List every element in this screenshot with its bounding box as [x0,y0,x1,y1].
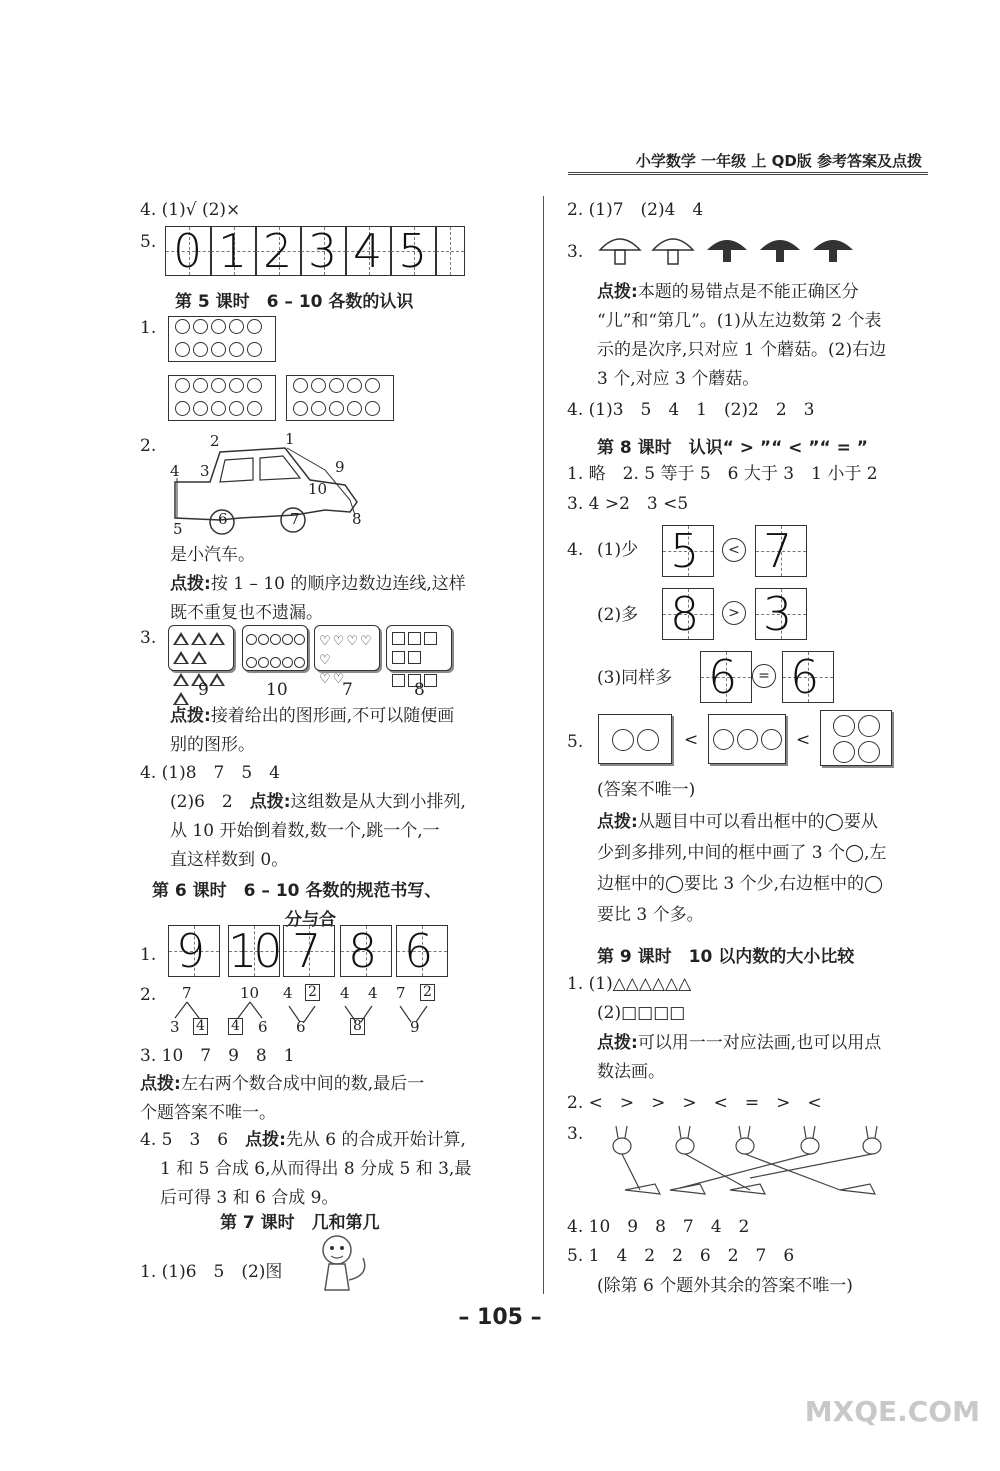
shape-box-hearts: ♡ ♡ ♡ ♡♡ ♡ ♡ [314,625,380,671]
digit: 5 [398,224,428,278]
tip-text: “儿”和“第几”。(1)从左边数第 2 个表 [597,311,882,331]
tip-text: 本题的易错点是不能正确区分 [637,282,859,302]
car-dot-to-dot-figure [165,430,375,540]
decomp-answer-box: 4 [193,1018,208,1035]
l6-q3: 3. 10 7 9 8 1 [140,1046,295,1066]
l8-q5-note: (答案不唯一) [597,780,696,800]
l8-q1-q2: 1. 略 2. 5 等于 5 6 大于 3 1 小于 2 [567,464,878,484]
car-num: 4 [170,462,180,480]
lesson6-title-cont: 分与合 [285,910,336,930]
tip-label: 点拨: [170,706,211,726]
digit: 6 [404,924,434,978]
lesson6-title: 第 6 课时 6 – 10 各数的规范书写、 [152,881,442,901]
right-q3-label: 3. [567,242,584,262]
decomp-left-top: 7 [396,984,406,1002]
shape-box-triangles [168,625,234,671]
l9-q4: 4. 10 9 8 7 4 2 [567,1217,750,1237]
l9-q2: 2. < > > > < = > < [567,1093,822,1113]
compare-row-label: (2)多 [597,605,639,625]
tip-label: 点拨: [597,282,638,302]
mushroom-row [595,228,865,273]
digit: 7 [763,524,793,578]
l9-q1b: (2)□□□□ [597,1003,686,1023]
digit: 8 [670,587,700,641]
tip-label: 点拨: [140,1074,181,1094]
tip-text: 接着给出的图形画,不可以随便画 [210,706,455,726]
right-q4: 4. (1)3 5 4 1 (2)2 2 3 [567,400,815,420]
circle-box-10 [286,375,394,421]
l9-q3-label: 3. [567,1124,584,1144]
tip-text: 左右两个数合成中间的数,最后一 [180,1074,425,1094]
car-num: 1 [285,430,295,448]
digit: 5 [670,524,700,578]
circle-box-four [820,710,892,766]
tip-text: 少到多排列,中间的框中画了 3 个◯,左 [597,843,887,863]
digit: 3 [308,224,338,278]
digit: 10 [228,924,279,978]
digit: 2 [263,224,293,278]
compare-sign: < [796,730,811,750]
digit: 3 [763,587,793,641]
l6-q1-label: 1. [140,945,157,965]
left-q4: 4. (1)√ (2)× [140,200,241,220]
car-num: 5 [173,520,183,538]
tip-label: 点拨: [245,1130,286,1150]
l9-q5-note: (除第 6 个题外其余的答案不唯一) [597,1276,853,1296]
page-number: – 105 – [458,1305,542,1330]
l5-q3-label: 3. [140,628,157,648]
decomp-bottom: 6 [296,1018,306,1036]
circle-box-10 [168,375,276,421]
decomp-answer-box: 2 [305,984,320,1001]
lesson5-title: 第 5 课时 6 – 10 各数的认识 [175,292,414,312]
tip-text: 边框中的◯要比 3 个少,右边框中的◯ [597,874,884,894]
digit: 6 [708,650,738,704]
watermark: MXQE.COM [804,1395,980,1428]
tip-text: 1 和 5 合成 6,从而得出 8 分成 5 和 3,最 [160,1159,472,1179]
l5-q4a: 4. (1)8 7 5 4 [140,763,280,783]
shape-count: 9 [198,680,209,700]
l6-q2-label: 2. [140,985,157,1005]
tip-text: 按 1 – 10 的顺序边数边连线,这样 [210,574,466,594]
compare-op: < [722,538,746,562]
car-num: 3 [200,462,210,480]
l8-q5-label: 5. [567,732,584,752]
shape-box-squares [386,625,452,671]
l7-q1: 1. (1)6 5 (2)图 [140,1262,283,1282]
l9-q5: 5. 1 4 2 2 6 2 7 6 [567,1246,795,1266]
tip-text: 可以用一一对应法画,也可以用点 [637,1033,882,1053]
decomp-left-top: 4 [340,984,350,1002]
l6-q4: 4. 5 3 6 [140,1130,246,1150]
compare-op: = [752,664,776,688]
l8-q4-label: 4. [567,540,584,560]
l5-q4b: (2)6 2 [170,792,250,812]
car-num: 8 [352,510,362,528]
right-q2: 2. (1)7 (2)4 4 [567,200,704,220]
circle-box-10 [168,316,276,362]
digit: 7 [292,924,322,978]
header-rule [568,172,928,175]
tip-text: 3 个,对应 3 个蘑菇。 [597,369,760,389]
compare-row-label: (1)少 [597,540,639,560]
l5-q2-answer: 是小汽车。 [170,545,255,565]
tip-text: 别的图形。 [170,735,255,755]
car-num: 6 [218,510,228,528]
compare-op: > [722,601,746,625]
tip-text: 从题目中可以看出框中的◯要从 [637,812,878,832]
lesson9-title: 第 9 课时 10 以内数的大小比较 [597,947,855,967]
tip-text: 从 10 开始倒着数,数一个,跳一个,一 [170,821,440,841]
shape-count: 10 [266,680,288,700]
tip-text: 示的是次序,只对应 1 个蘑菇。(2)右边 [597,340,887,360]
lesson8-title: 第 8 课时 认识“ > ”“ < ”“ = ” [597,438,868,458]
tip-label: 点拨: [597,1033,638,1053]
tip-text: 后可得 3 和 6 合成 9。 [160,1188,339,1208]
l5-q1-label: 1. [140,318,157,338]
l5-q2-label: 2. [140,436,157,456]
digit: 0 [173,224,203,278]
left-q5-label: 5. [140,232,157,252]
compare-sign: < [684,730,699,750]
digit: 1 [218,224,248,278]
car-num: 2 [210,432,220,450]
tip-text: 个题答案不唯一。 [140,1103,276,1123]
shape-box-circles [242,625,308,671]
tip-text: 这组数是从大到小排列, [290,792,466,812]
decomp-top: 10 [240,984,260,1002]
decomp-top: 7 [182,984,192,1002]
tip-text: 直这样数到 0。 [170,850,289,870]
rabbit-carrot-matching-figure [600,1118,885,1203]
tip-label: 点拨: [249,792,291,812]
shape-count: 8 [414,680,425,700]
car-num: 7 [290,510,300,528]
decomp-left: 3 [170,1018,180,1036]
monkey-illustration [315,1230,375,1300]
column-divider [543,196,544,1294]
decomp-right: 6 [258,1018,268,1036]
decomp-answer-box: 4 [228,1018,243,1035]
tip-text: 既不重复也不遗漏。 [170,603,323,623]
tip-text: 先从 6 的合成开始计算, [285,1130,466,1150]
decomp-answer-box: 2 [420,984,435,1001]
circle-box-three [708,714,786,764]
digit: 9 [176,924,206,978]
tip-text: 数法画。 [597,1062,665,1082]
car-num: 10 [308,480,328,498]
decomp-left-top: 4 [283,984,293,1002]
digit: 4 [353,224,383,278]
l8-q3: 3. 4 >2 3 <5 [567,494,689,514]
tip-text: 要比 3 个多。 [597,905,704,925]
decomp-answer-box: 8 [350,1018,365,1035]
decomp-right-top: 4 [368,984,378,1002]
digit: 6 [790,650,820,704]
shape-count: 7 [342,680,353,700]
lesson7-title: 第 7 课时 几和第几 [220,1213,380,1233]
circle-box-two [598,714,672,764]
digit: 8 [348,924,378,978]
tip-label: 点拨: [597,812,638,832]
compare-row-label: (3)同样多 [597,668,673,688]
l9-q1a: 1. (1)△△△△△△ [567,974,692,994]
decomp-bottom: 9 [410,1018,420,1036]
tip-label: 点拨: [170,574,211,594]
car-num: 9 [335,458,345,476]
page-header-title: 小学数学 一年级 上 QD版 参考答案及点拨 [635,152,922,170]
